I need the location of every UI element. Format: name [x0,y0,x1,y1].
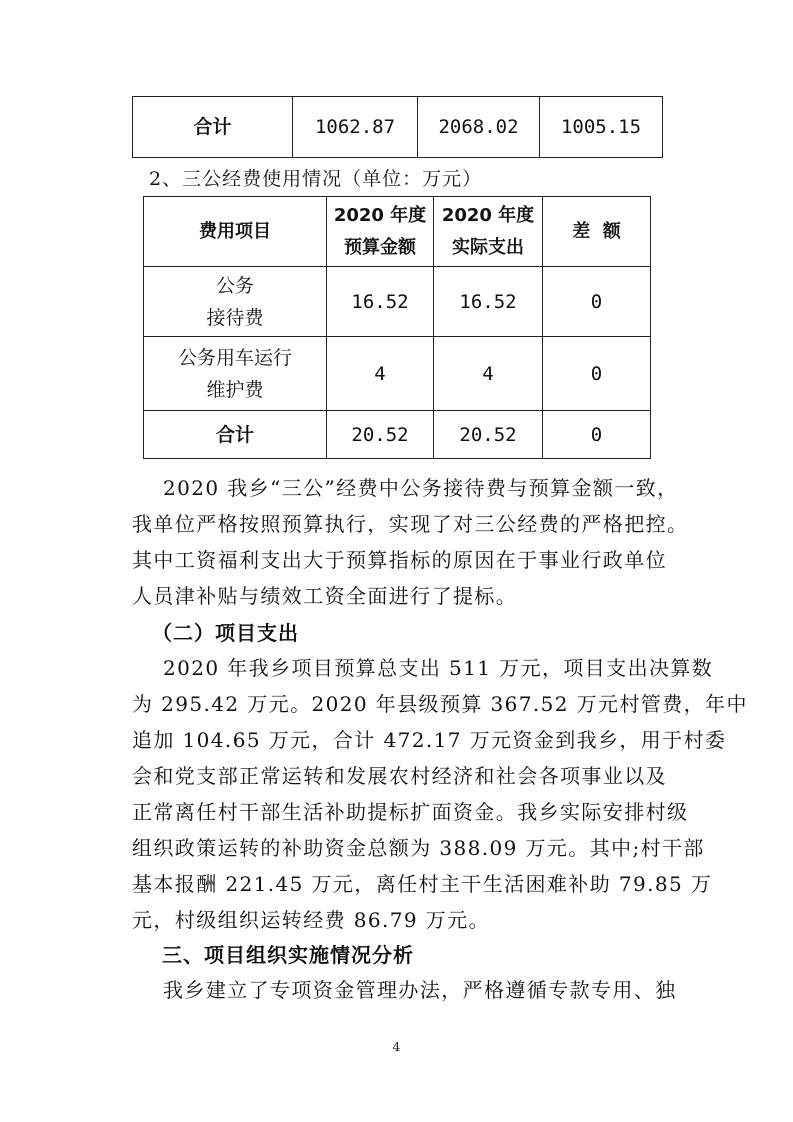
row-diff: 0 [543,267,651,337]
summary-table [132,96,663,158]
row-budget: 4 [327,337,434,411]
text-line: 正常离任村干部生活补助提标扩面资金。我乡实际安排村级 [132,800,689,824]
text-line: 组织政策运转的补助资金总额为 388.09 万元。其中;村干部 [132,836,705,860]
header-budget-line1: 2020 年度 [333,204,427,226]
heading-section-3: 三、项目组织实施情况分析 [162,943,414,967]
paragraph-project-expenditure [132,650,748,938]
text-line: 2020 年我乡项目预算总支出 511 万元，项目支出决算数 [132,656,714,680]
table-cell-value: 1062.87 [293,97,418,158]
row-item-line1: 公务 [215,274,254,297]
header-budget-line2: 预算金额 [344,236,416,258]
header-diff: 差 额 [543,197,651,267]
table-cell-value: 2068.02 [418,97,540,158]
text-line: 我乡建立了专项资金管理办法，严格遵循专款专用、独 [132,978,677,1002]
row-budget: 20.52 [327,411,434,459]
table-row [133,97,663,158]
header-item: 费用项目 [144,197,327,267]
row-item [144,267,327,337]
table-caption: 2、三公经费使用情况（单位：万元） [149,168,483,190]
text-line: 2020 我乡“三公”经费中公务接待费与预算金额一致， [132,476,679,500]
text-line: 追加 104.65 万元，合计 472.17 万元资金到我乡，用于村委 [132,728,727,752]
heading-project-expenditure: （二）项目支出 [152,621,299,645]
row-actual: 20.52 [434,411,543,459]
row-item-line2: 维护费 [206,378,264,401]
page-number: 4 [392,1040,401,1054]
three-public-expenses-table [143,196,651,459]
table-row [144,337,651,411]
table-row [144,411,651,459]
header-budget [327,197,434,267]
header-actual-line1: 2020 年度 [441,204,535,226]
row-item-line1: 公务用车运行 [177,346,292,369]
row-actual: 16.52 [434,267,543,337]
row-item-line2: 接待费 [206,306,264,329]
table-cell-value: 1005.15 [540,97,663,158]
row-item [144,337,327,411]
text-line: 其中工资福利支出大于预算指标的原因在于事业行政单位 [132,548,667,572]
paragraph-project-implementation [132,972,680,1008]
text-line: 我单位严格按照预算执行，实现了对三公经费的严格把控。 [132,512,689,536]
table-cell-label: 合计 [133,97,293,158]
paragraph-three-public-summary [132,470,689,614]
row-actual: 4 [434,337,543,411]
row-diff: 0 [543,411,651,459]
text-line: 为 295.42 万元。2020 年县级预算 367.52 万元村管费，年中 [132,692,748,716]
row-budget: 16.52 [327,267,434,337]
header-actual [434,197,543,267]
text-line: 人员津补贴与绩效工资全面进行了提标。 [132,584,518,608]
row-item: 合计 [144,411,327,459]
text-line: 元，村级组织运转经费 86.79 万元。 [132,908,490,932]
row-diff: 0 [543,337,651,411]
text-line: 会和党支部正常运转和发展农村经济和社会各项事业以及 [132,764,667,788]
table-header-row [144,197,651,267]
header-actual-line2: 实际支出 [452,236,524,258]
text-line: 基本报酬 221.45 万元，离任村主干生活困难补助 79.85 万 [132,872,713,896]
table-row [144,267,651,337]
